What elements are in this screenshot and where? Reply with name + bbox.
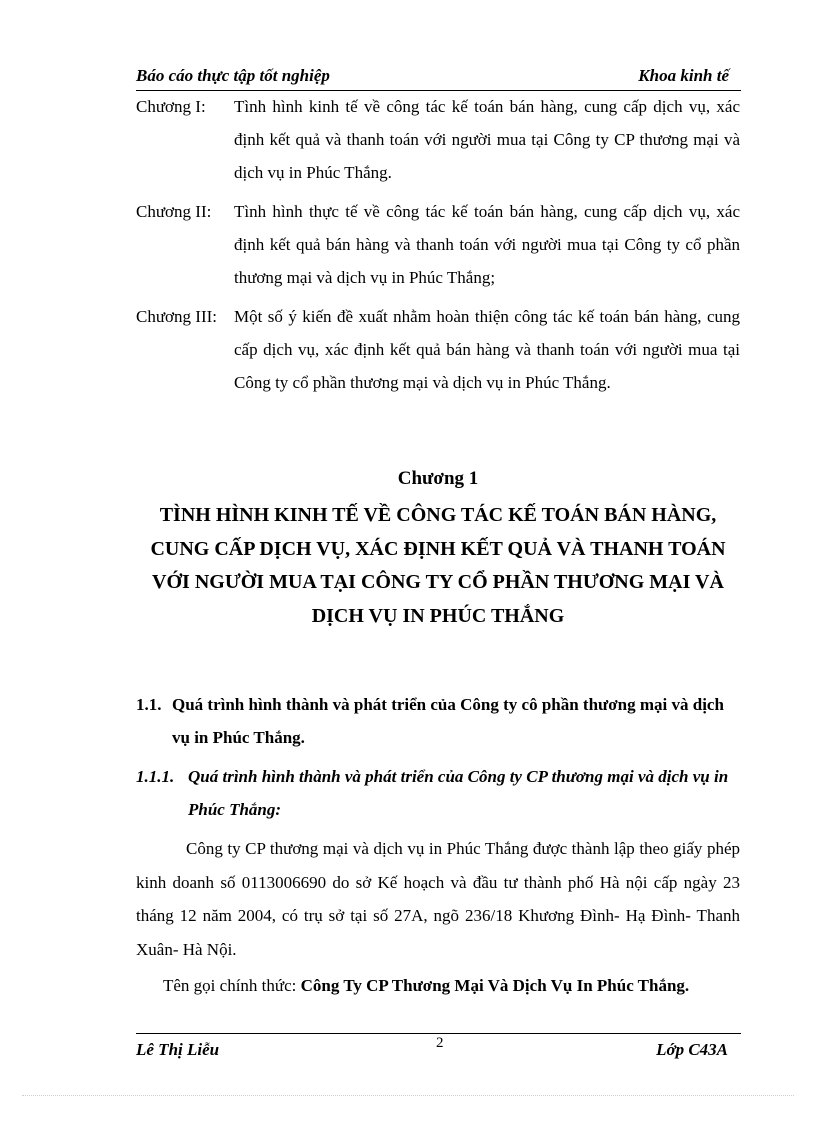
body-paragraph: Công ty CP thương mại và dịch vụ in Phúc Thắng được thành lập theo giấy phép kinh doanh số 0113006690 do sở Kế hoạch và đầu tư thành phố Hà nội cấp ngày 23 tháng 12 năm 2004, có trụ sở tại số 27A, ngõ 236/18 Khương Đình- Hạ Đình- Thanh Xuân- Hà Nội. bbox=[136, 839, 740, 959]
footer-class: Lớp C43A bbox=[656, 1040, 728, 1059]
footer-divider bbox=[136, 1033, 741, 1034]
header-report-title: Báo cáo thực tập tốt nghiệp bbox=[136, 66, 330, 85]
footer-author: Lê Thị Liễu bbox=[136, 1040, 220, 1059]
chapter-description: Tình hình thực tế về công tác kế toán bán hàng, cung cấp dịch vụ, xác định kết quả bán hàng và thanh toán với người mua tại Công ty cổ phần thương mại và dịch vụ in Phúc Thắng; bbox=[234, 202, 740, 287]
header-faculty: Khoa kinh tế bbox=[638, 66, 729, 85]
official-name-line bbox=[163, 969, 689, 1002]
section-number: 1.1. bbox=[136, 695, 162, 714]
page-number: 2 bbox=[436, 1035, 444, 1051]
chapter-description: Một số ý kiến đề xuất nhằm hoàn thiện công tác kế toán bán hàng, cung cấp dịch vụ, xác định kết quả bán hàng và thanh toán với người mua tại Công ty cổ phần thương mại và dịch vụ in Phúc Thắng. bbox=[234, 307, 740, 392]
official-name-value: Công Ty CP Thương Mại Và Dịch Vụ In Phúc Thắng. bbox=[300, 976, 690, 995]
section-title: Quá trình hình thành và phát triển của Công ty cô phần thương mại và dịch vụ in Phúc Thắng. bbox=[172, 695, 724, 747]
official-name-label: Tên gọi chính thức: bbox=[163, 976, 301, 995]
chapter-heading: TÌNH HÌNH KINH TẾ VỀ CÔNG TÁC KẾ TOÁN BÁN HÀNG, CUNG CẤP DỊCH VỤ, XÁC ĐỊNH KẾT QUẢ VÀ THANH TOÁN VỚI NGƯỜI MUA TẠI CÔNG TY CỔ PHẦN THƯƠNG MẠI VÀ DỊCH VỤ IN PHÚC THẮNG bbox=[150, 504, 726, 627]
section-title: Quá trình hình thành và phát triển của Công ty CP thương mại và dịch vụ in Phúc Thắng: bbox=[188, 767, 729, 819]
page-break-line bbox=[22, 1095, 794, 1096]
section-number: 1.1.1. bbox=[136, 767, 175, 786]
chapter-label: Chương II: bbox=[136, 202, 212, 221]
chapter-label: Chương I: bbox=[136, 97, 206, 116]
chapter-description: Tình hình kinh tế về công tác kế toán bán hàng, cung cấp dịch vụ, xác định kết quả và thanh toán với người mua tại Công ty CP thương mại và dịch vụ in Phúc Thắng. bbox=[234, 97, 740, 182]
page-header bbox=[136, 64, 741, 91]
chapter-label: Chương III: bbox=[136, 307, 217, 326]
chapter-title: Chương 1 bbox=[397, 468, 479, 489]
